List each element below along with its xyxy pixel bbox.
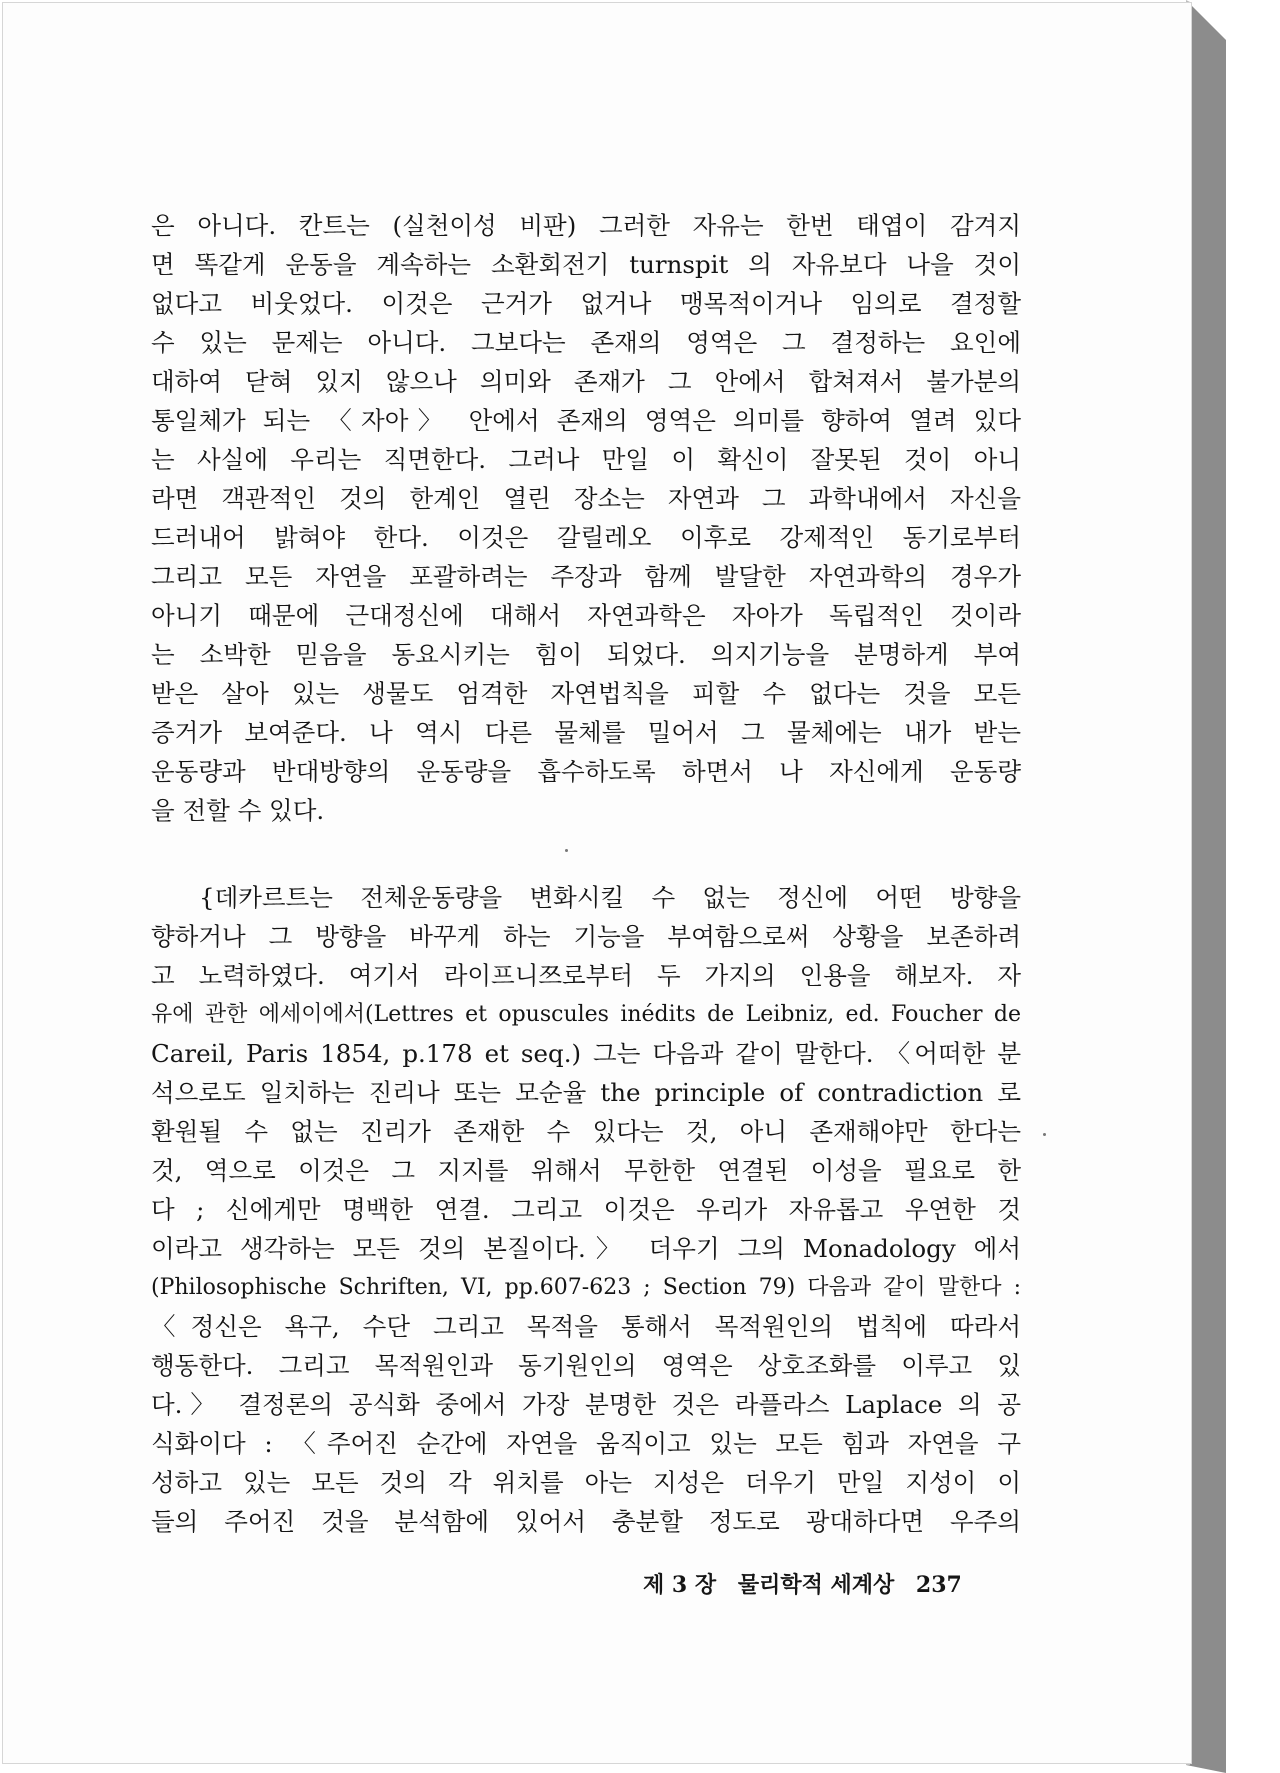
chapter-number: 제 3 장 [643, 1572, 717, 1598]
text-line: 는 소박한 믿음을 동요시키는 힘이 되었다. 의지기능을 분명하게 부여 [151, 640, 1021, 669]
text-line: 면 똑같게 운동을 계속하는 소환회전기 turnspit 의 자유보다 나을 것이 [151, 250, 1021, 279]
text-line: Careil, Paris 1854, p.178 et seq.) 그는 다음과 같이 말한다. 〈어떠한 분 [151, 1039, 1021, 1068]
text-line: 증거가 보여준다. 나 역시 다른 물체를 밀어서 그 물체에는 내가 받는 [151, 718, 1021, 747]
text-line: 것, 역으로 이것은 그 지지를 위해서 무한한 연결된 이성을 필요로 한 [151, 1156, 1021, 1185]
text-line: 받은 살아 있는 생물도 엄격한 자연법칙을 피할 수 없다는 것을 모든 [151, 679, 1021, 708]
text-line: 은 아니다. 칸트는 (실천이성 비판) 그러한 자유는 한번 태엽이 감겨지 [151, 211, 1021, 240]
text-line: 행동한다. 그리고 목적원인과 동기원인의 영역은 상호조화를 이루고 있 [151, 1351, 1021, 1380]
paragraph-2 [151, 878, 1021, 1541]
text-line: 운동량과 반대방향의 운동량을 흡수하도록 하면서 나 자신에게 운동량 [151, 757, 1021, 786]
text-line: 아니기 때문에 근대정신에 대해서 자연과학은 자아가 독립적인 것이라 [151, 601, 1021, 630]
text-line: (Philosophische Schriften, VI, pp.607-623 ; Section 79) 다음과 같이 말한다 : [151, 1275, 1021, 1300]
text-line: 드러내어 밝혀야 한다. 이것은 갈릴레오 이후로 강제적인 동기로부터 [151, 523, 1021, 552]
text-line: 을 전할 수 있다. [151, 796, 325, 825]
scan-speck [565, 849, 568, 852]
text-line: 고 노력하였다. 여기서 라이프니쯔로부터 두 가지의 인용을 해보자. 자 [151, 961, 1021, 990]
page-number: 237 [915, 1572, 962, 1598]
text-line: 식화이다 : 〈주어진 순간에 자연을 움직이고 있는 모든 힘과 자연을 구 [151, 1429, 1021, 1458]
text-line: {데카르트는 전체운동량을 변화시킬 수 없는 정신에 어떤 방향을 [199, 883, 1021, 912]
text-line: 그리고 모든 자연을 포괄하려는 주장과 함께 발달한 자연과학의 경우가 [151, 562, 1021, 591]
text-line: 성하고 있는 모든 것의 각 위치를 아는 지성은 더우기 만일 지성이 이 [151, 1468, 1021, 1497]
text-line: 향하거나 그 방향을 바꾸게 하는 기능을 부여함으로써 상황을 보존하려 [151, 922, 1021, 951]
page-edge [1186, 0, 1226, 1773]
running-footer [643, 1568, 993, 1599]
text-line: 석으로도 일치하는 진리나 또는 모순율 the principle of contradiction 로 [151, 1078, 1021, 1107]
paragraph-1 [151, 206, 1021, 830]
text-line: 는 사실에 우리는 직면한다. 그러나 만일 이 확신이 잘못된 것이 아니 [151, 445, 1021, 474]
text-line: 〈정신은 욕구, 수단 그리고 목적을 통해서 목적원인의 법칙에 따라서 [151, 1312, 1021, 1341]
scan-speck [1043, 1133, 1046, 1136]
text-line: 환원될 수 없는 진리가 존재한 수 있다는 것, 아니 존재해야만 한다는 [151, 1117, 1021, 1146]
text-line: 대하여 닫혀 있지 않으나 의미와 존재가 그 안에서 합쳐져서 불가분의 [151, 367, 1021, 396]
text-line: 다.〉 결정론의 공식화 중에서 가장 분명한 것은 라플라스 Laplace 의 공 [151, 1390, 1021, 1419]
text-line: 없다고 비웃었다. 이것은 근거가 없거나 맹목적이거나 임의로 결정할 [151, 289, 1021, 318]
chapter-title: 물리학적 세계상 [737, 1572, 895, 1598]
text-line: 들의 주어진 것을 분석함에 있어서 충분할 정도로 광대하다면 우주의 [151, 1507, 1021, 1536]
text-line: 통일체가 되는 〈자아〉 안에서 존재의 영역은 의미를 향하여 열려 있다 [151, 406, 1021, 435]
text-line: 유에 관한 에세이에서(Lettres et opuscules inédits de Leibniz, ed. Foucher de [151, 1002, 1021, 1027]
text-line: 이라고 생각하는 모든 것의 본질이다.〉 더우기 그의 Monadology 에서 [151, 1234, 1021, 1263]
text-line: 수 있는 문제는 아니다. 그보다는 존재의 영역은 그 결정하는 요인에 [151, 328, 1021, 357]
text-line: 라면 객관적인 것의 한계인 열린 장소는 자연과 그 과학내에서 자신을 [151, 484, 1021, 513]
book-page [2, 2, 1192, 1764]
text-line: 다 ; 신에게만 명백한 연결. 그리고 이것은 우리가 자유롭고 우연한 것 [151, 1195, 1021, 1224]
